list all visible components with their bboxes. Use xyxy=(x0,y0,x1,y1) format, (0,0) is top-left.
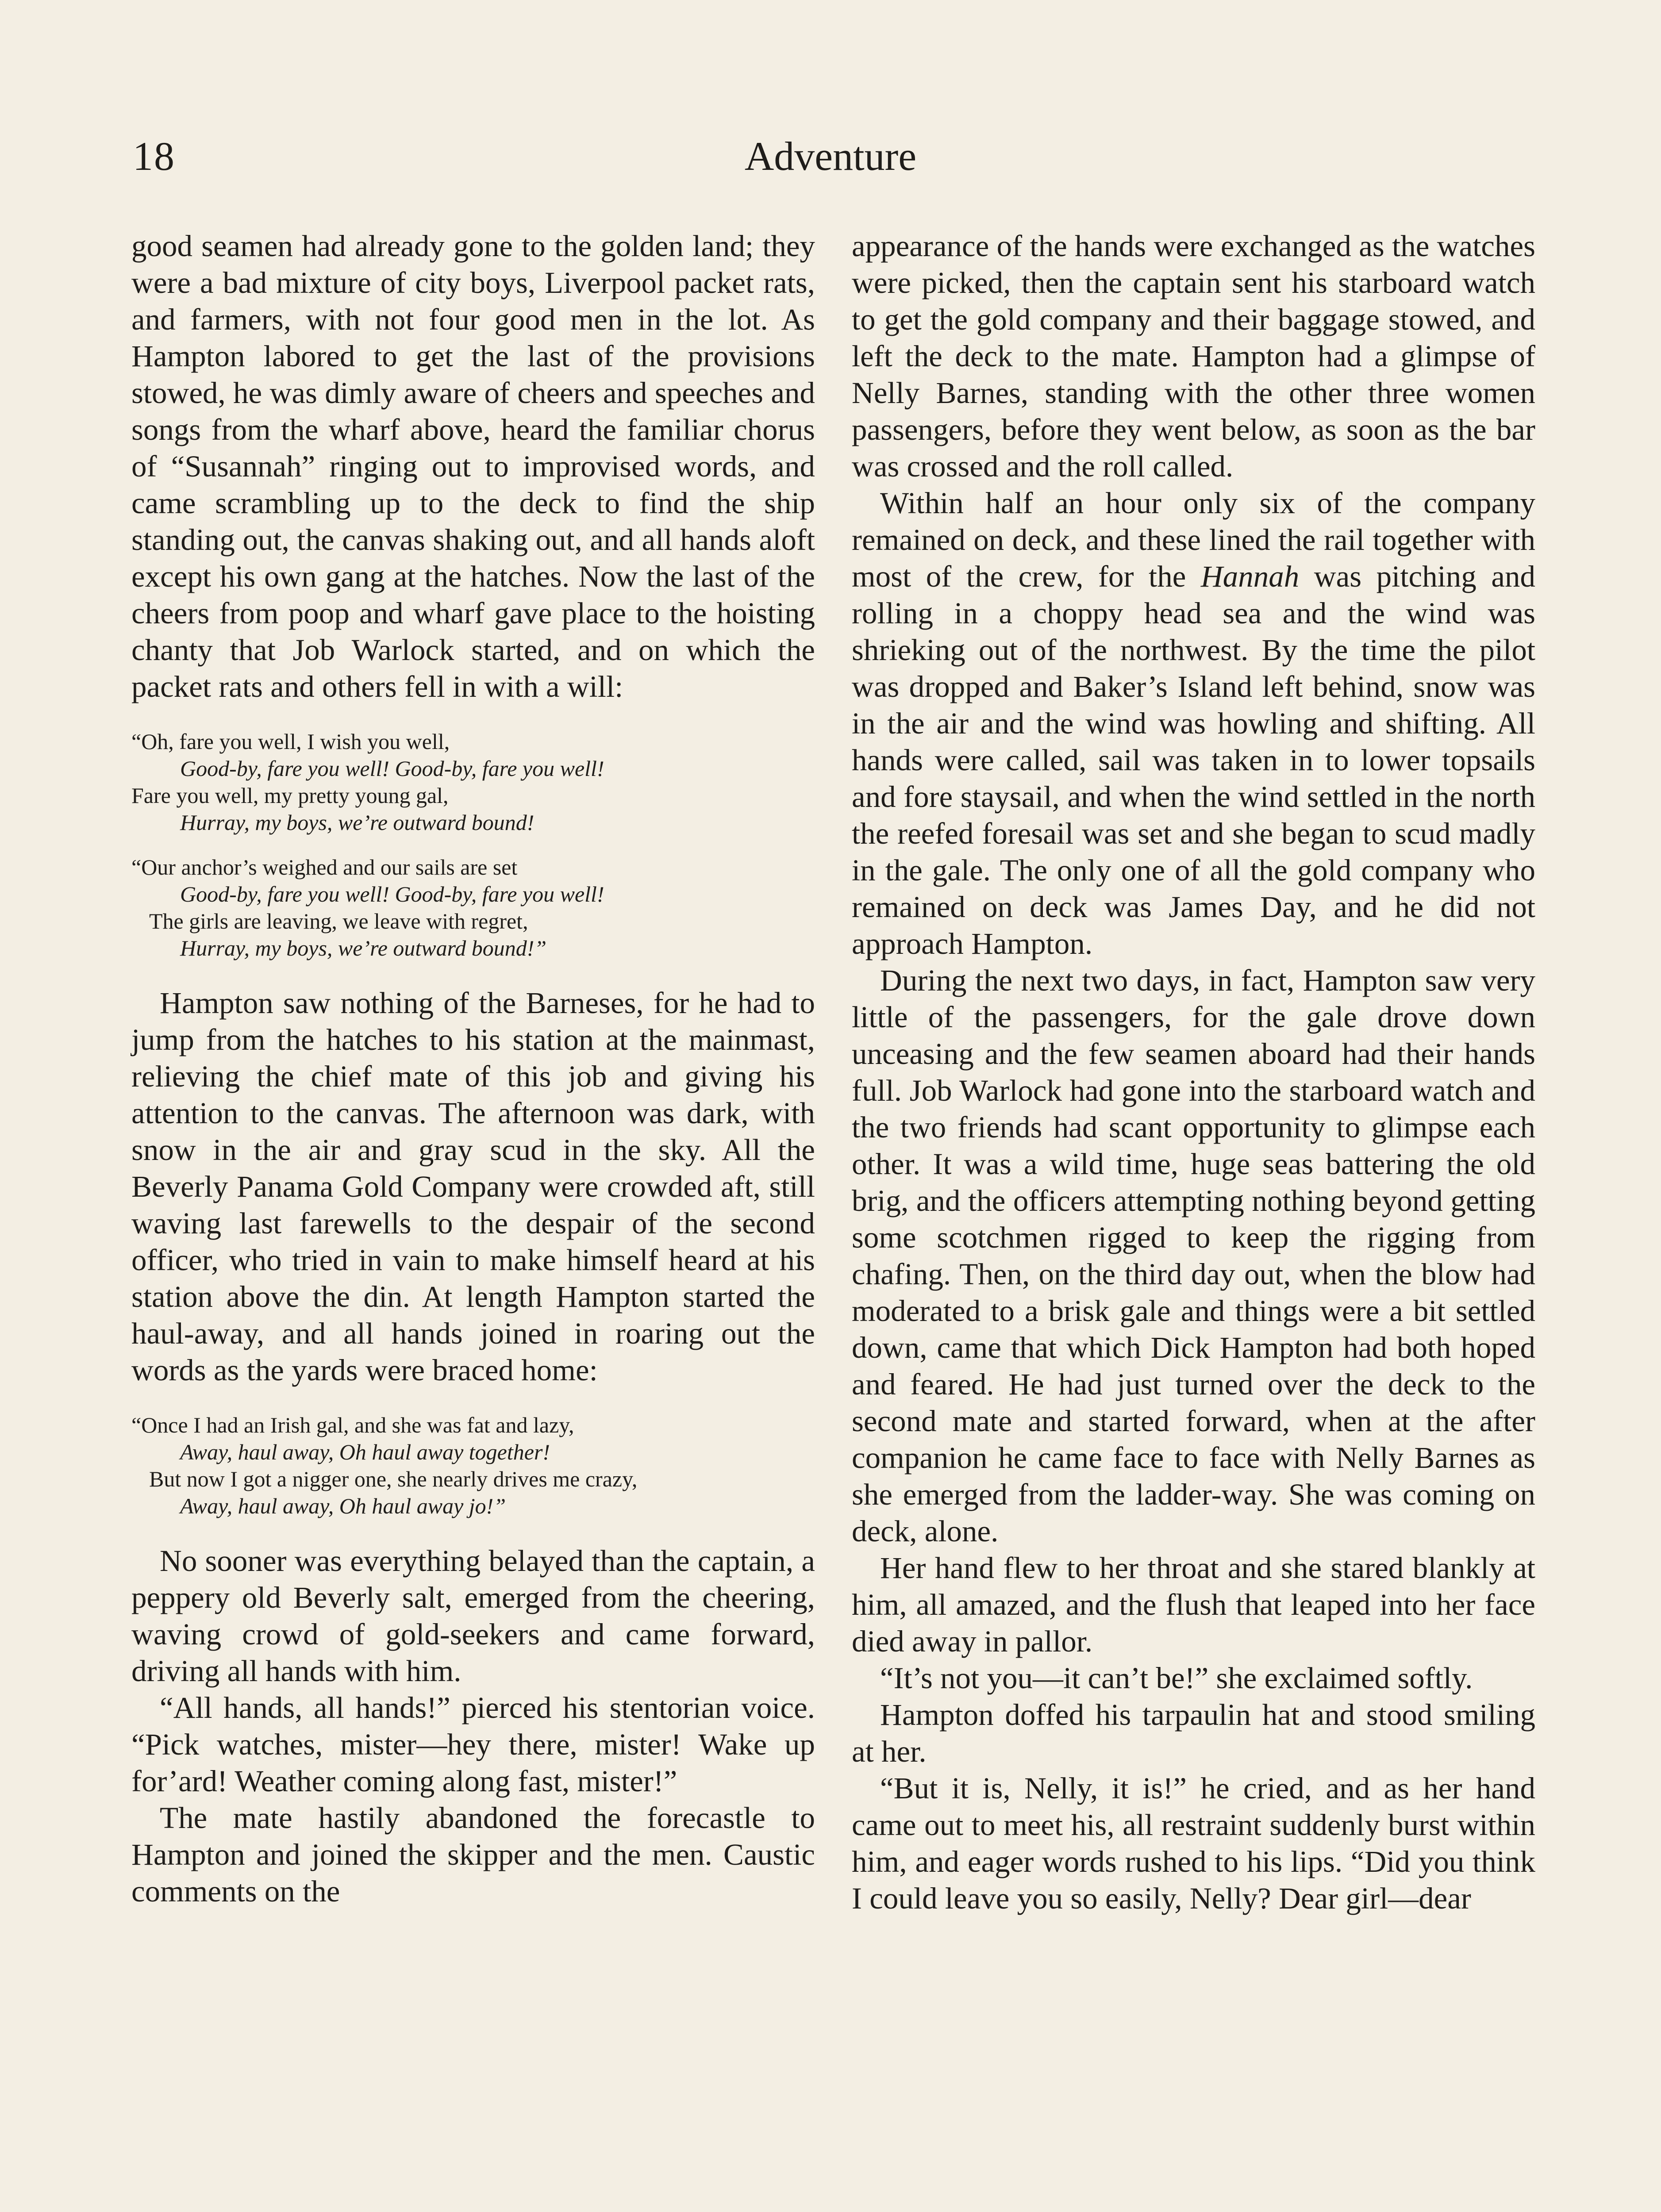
song-line: But now I got a nigger one, she nearly drives me crazy, xyxy=(149,1467,638,1491)
paragraph: good seamen had already gone to the golden land; they were a bad mixture of city boys, Liverpool packet rats, and farmers, with not four good men in the lot. As Hampton labored to get the last of the provisions stowed, he was dimly aware of cheers and speeches and songs from the wharf above, heard the familiar chorus of “Susannah” ringing out to improvised words, and came scrambling up to the deck to find the ship standing out, the canvas shaking out, and all hands aloft except his own gang at the hatches. Now the last of the cheers from poop and wharf gave place to the hoisting chanty that Job Warlock started, and on which the packet rats and others fell in with a will: xyxy=(131,229,815,703)
page-number: 18 xyxy=(133,134,175,179)
song-verse-2 xyxy=(131,1412,815,1520)
paragraph: “All hands, all hands!” pierced his stentorian voice. “Pick watches, mister—hey there, mister! Wake up for’ard! Weather coming along fast, mister!” xyxy=(131,1691,815,1798)
paragraph: “But it is, Nelly, it is!” he cried, and as her hand came out to meet his, all restraint suddenly burst within him, and eager words rushed to his lips. “Did you think I could leave you so easily, Nelly? Dear girl—dear xyxy=(852,1771,1535,1915)
paragraph: During the next two days, in fact, Hampton saw very little of the passengers, for the gale drove down unceasing and the few seamen aboard had their hands full. Job Warlock had gone into the starboard watch and the two friends had scant opportunity to glimpse each other. It was a wild time, huge seas battering the old brig, and the officers attempting nothing beyond getting some scotchmen rigged to keep the rigging from chafing. Then, on the third day out, when the blow had moderated to a brisk gale and things were a bit settled down, came that which Dick Hampton had both hoped and feared. He had just turned over the deck to the second mate and started forward, when at the after companion he came face to face with Nelly Barnes as she emerged from the ladder-way. She was coming on deck, alone. xyxy=(852,964,1535,1548)
song-stanza xyxy=(131,854,815,962)
song-stanza xyxy=(131,1412,815,1520)
paragraph: The mate hastily abandoned the forecastle to Hampton and joined the skipper and the men. Caustic comments on the xyxy=(131,1801,815,1908)
paragraph: “It’s not you—it can’t be!” she exclaimed softly. xyxy=(880,1661,1473,1695)
paragraph-text: Within half an hour only six of the company remained on deck, and these lined the rail together with most of the crew, for the xyxy=(852,486,1535,593)
running-head: Adventure xyxy=(744,134,917,179)
right-column xyxy=(852,228,1535,1917)
left-column xyxy=(131,228,815,1910)
song-line: “Once I had an Irish gal, and she was fat and lazy, xyxy=(131,1413,574,1437)
paragraph: No sooner was everything belayed than the captain, a peppery old Beverly salt, emerged from the cheering, waving crowd of gold-seekers and came forward, driving all hands with him. xyxy=(131,1544,815,1688)
song-line: Good-by, fare you well! Good-by, fare you well! xyxy=(180,882,604,906)
song-line: Fare you well, my pretty young gal, xyxy=(131,783,449,808)
song-line: “Our anchor’s weighed and our sails are set xyxy=(131,855,518,879)
ship-name: Hannah xyxy=(1200,560,1300,593)
song-verse-1 xyxy=(131,728,815,962)
paragraph: Hampton saw nothing of the Barneses, for he had to jump from the hatches to his station at the mainmast, relieving the chief mate of this job and giving his attention to the canvas. The afternoon was dark, with snow in the air and gray scud in the sky. All the Beverly Panama Gold Company were crowded aft, still waving last farewells to the despair of the second officer, who tried in vain to make himself heard at his station above the din. At length Hampton started the haul-away, and all hands joined in roaring out the words as the yards were braced home: xyxy=(131,986,815,1387)
song-line: Away, haul away, Oh haul away together! xyxy=(180,1440,550,1464)
song-line: Hurray, my boys, we’re outward bound! xyxy=(180,810,534,835)
song-line: “Oh, fare you well, I wish you well, xyxy=(131,729,450,754)
paragraph: appearance of the hands were exchanged as the watches were picked, then the captain sent his starboard watch to get the gold company and their baggage stowed, and left the deck to the mate. Hampton had a glimpse of Nelly Barnes, standing with the other three women passengers, before they went below, as soon as the bar was crossed and the roll called. xyxy=(852,229,1535,483)
paragraph: Her hand flew to her throat and she stared blankly at him, all amazed, and the flush that leaped into her face died away in pallor. xyxy=(852,1551,1535,1658)
paragraph-text: was pitching and rolling in a choppy head sea and the wind was shrieking out of the northwest. By the time the pilot was dropped and Baker’s Island left behind, snow was in the air and the wind was howling and shifting. All hands were called, sail was taken in to lower topsails and fore staysail, and when the wind settled in the north the reefed foresail was set and she began to scud madly in the gale. The only one of all the gold company who remained on deck was James Day, and he did not approach Hampton. xyxy=(852,560,1535,960)
song-line: Good-by, fare you well! Good-by, fare you well! xyxy=(180,756,604,781)
song-line: Hurray, my boys, we’re outward bound!” xyxy=(180,936,547,960)
song-line: The girls are leaving, we leave with regret, xyxy=(149,909,528,933)
paragraph: Hampton doffed his tarpaulin hat and stood smiling at her. xyxy=(852,1698,1535,1768)
song-line: Away, haul away, Oh haul away jo!” xyxy=(180,1494,506,1518)
song-stanza xyxy=(131,728,815,836)
paragraph xyxy=(852,485,1535,962)
